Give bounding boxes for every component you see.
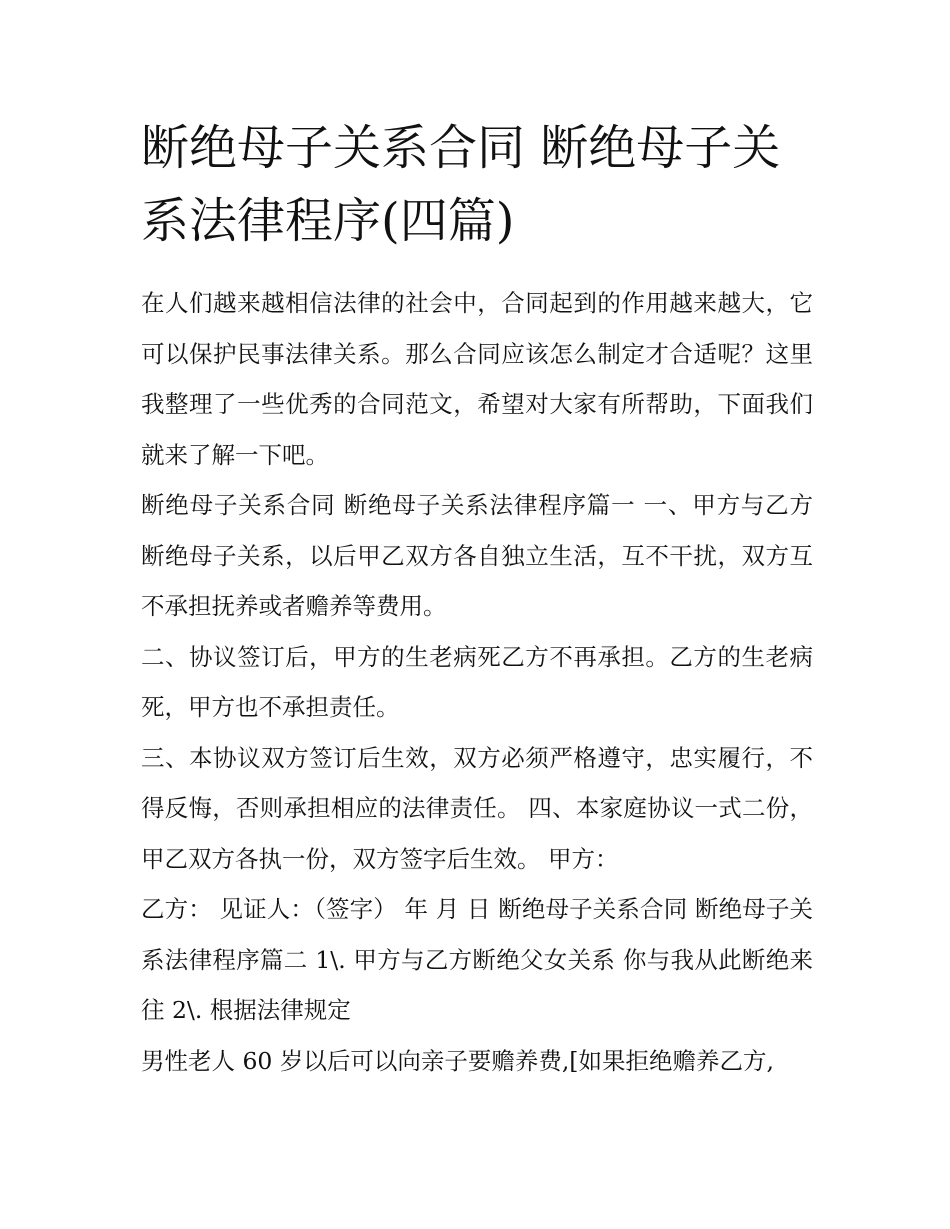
document-body <box>141 278 813 1086</box>
paragraph-intro: 在人们越来越相信法律的社会中，合同起到的作用越来越大，它可以保护民事法律关系。那么合同应该怎么制定才合适呢？这里我整理了一些优秀的合同范文，希望对大家有所帮助，下面我们就来了解一下吧。 <box>141 289 813 469</box>
paragraph-article-1: 断绝母子关系合同 断绝母子关系法律程序篇一 一、甲方与乙方断绝母子关系，以后甲乙双方各自独立生活，互不干扰，双方互不承担抚养或者赡养等费用。 <box>141 491 813 620</box>
paragraph-article-3-4: 三、本协议双方签订后生效，双方必须严格遵守，忠实履行，不得反悔，否则承担相应的法律责任。 四、本家庭协议一式二份，甲乙双方各执一份，双方签字后生效。 甲方： <box>141 743 813 873</box>
paragraph-article-2: 二、协议签订后，甲方的生老病死乙方不再承担。乙方的生老病死，甲方也不承担责任。 <box>141 642 813 721</box>
paragraph-signature-and-part-2: 乙方： 见证人：（签字） 年 月 日 断绝母子关系合同 断绝母子关系法律程序篇二 1\. 甲方与乙方断绝父女关系 你与我从此断绝来往 2\. 根据法律规定 <box>141 895 813 1024</box>
document-content <box>141 112 813 1086</box>
paragraph-legal-note: 男性老人 60 岁以后可以向亲子要赡养费,[如果拒绝赡养乙方, <box>141 1046 774 1075</box>
document-title: 断绝母子关系合同 断绝母子关系法律程序(四篇) <box>141 120 781 249</box>
